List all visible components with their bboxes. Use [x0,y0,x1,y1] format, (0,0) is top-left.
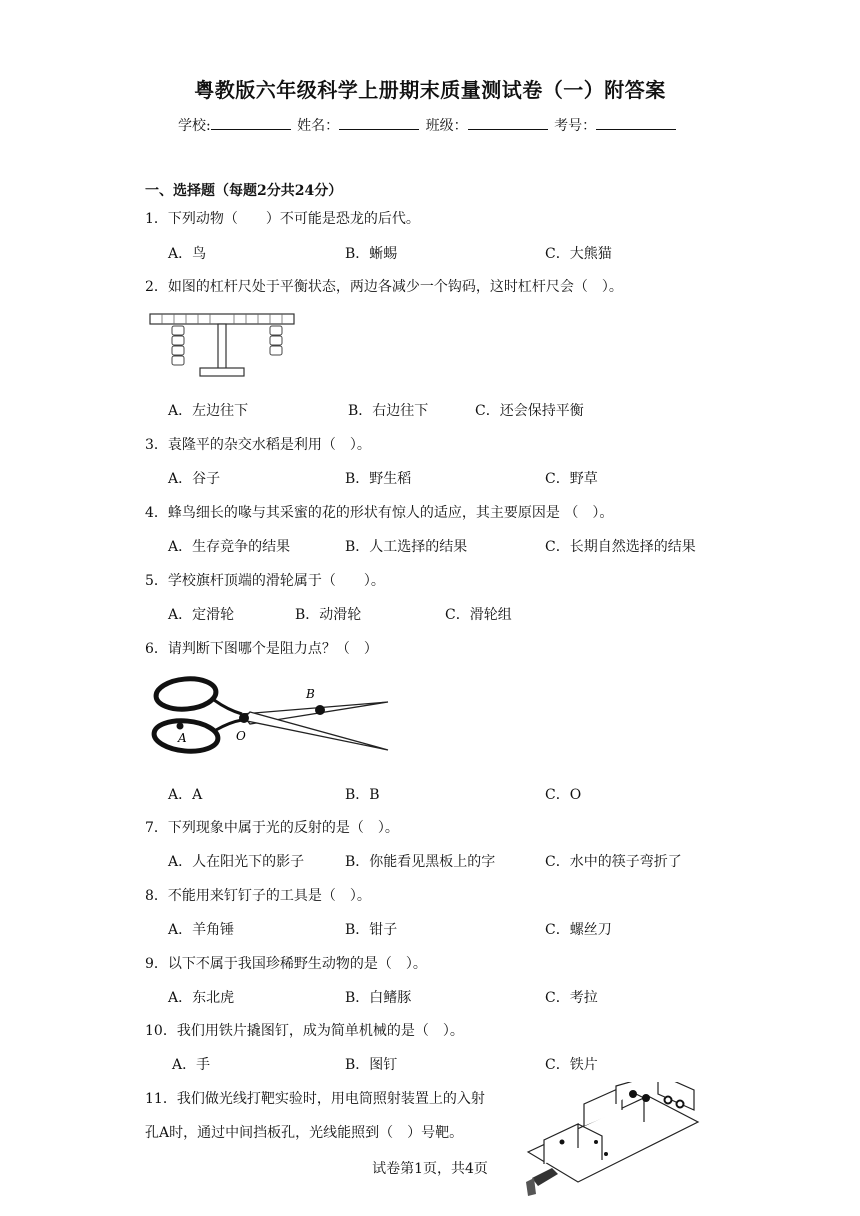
school-label: 学校: [178,118,211,134]
lever-balance-figure [148,310,298,382]
q8-option-b[interactable]: B．钳子 [345,922,398,938]
q8-option-a[interactable]: A．羊角锤 [168,922,235,938]
question-2: 2．如图的杠杆尺处于平衡状态，两边各减少一个钩码，这时杠杆尺会（ ）。 [145,279,623,295]
q1-option-c[interactable]: C．大熊猫 [545,246,612,262]
q1-option-b[interactable]: B．蜥蜴 [345,246,398,262]
page-footer: 试卷第1页，共4页 [372,1161,488,1177]
section-title: 一、选择题（每题2分共24分） [145,183,343,199]
question-11-line2: 孔A时，通过中间挡板孔，光线能照到（ ）号靶。 [145,1125,464,1141]
q6-option-a[interactable]: A．A [168,787,203,803]
scissors-figure [150,672,395,764]
light-target-apparatus-figure [518,1082,703,1200]
q3-option-a[interactable]: A．谷子 [168,471,221,487]
student-info-row [178,115,678,135]
q9-option-c[interactable]: C．考拉 [545,990,598,1006]
q9-option-b[interactable]: B．白鳍豚 [345,990,412,1006]
q4-option-b[interactable]: B．人工选择的结果 [345,539,468,555]
question-6: 6．请判断下图哪个是阻力点？（ ） [145,641,378,657]
scissors-label-b: B [306,687,315,701]
q5-option-b[interactable]: B．动滑轮 [295,607,362,623]
question-1: 1．下列动物（ ）不可能是恐龙的后代。 [145,211,420,227]
question-8: 8．不能用来钉钉子的工具是（ ）。 [145,888,371,904]
q6-option-c[interactable]: C．O [545,787,582,803]
question-11-line1: 11．我们做光线打靶实验时，用电筒照射装置上的入射 [145,1091,485,1107]
q2-option-b[interactable]: B．右边往下 [348,403,429,419]
scissors-label-a: A [178,731,187,745]
q7-option-a[interactable]: A．人在阳光下的影子 [168,854,305,870]
number-label: 考号： [554,118,597,134]
q7-option-c[interactable]: C．水中的筷子弯折了 [545,854,682,870]
q2-option-a[interactable]: A．左边往下 [168,403,249,419]
name-label: 姓名： [297,118,340,134]
q9-option-a[interactable]: A．东北虎 [168,990,235,1006]
question-3: 3．袁隆平的杂交水稻是利用（ ）。 [145,437,371,453]
q10-option-c[interactable]: C．铁片 [545,1057,598,1073]
q5-option-c[interactable]: C．滑轮组 [445,607,512,623]
school-blank[interactable] [211,115,291,130]
q10-option-b[interactable]: B．图钉 [345,1057,398,1073]
q1-option-a[interactable]: A．鸟 [168,246,207,262]
class-label: 班级： [425,118,468,134]
q5-option-a[interactable]: A．定滑轮 [168,607,235,623]
question-9: 9．以下不属于我国珍稀野生动物的是（ ）。 [145,956,427,972]
q2-option-c[interactable]: C．还会保持平衡 [475,403,584,419]
question-7: 7．下列现象中属于光的反射的是（ ）。 [145,820,399,836]
q10-option-a[interactable]: A．手 [172,1057,211,1073]
exam-title: 粤教版六年级科学上册期末质量测试卷（一）附答案 [194,78,666,102]
q7-option-b[interactable]: B．你能看见黑板上的字 [345,854,496,870]
q8-option-c[interactable]: C．螺丝刀 [545,922,612,938]
class-blank[interactable] [468,115,548,130]
question-10: 10．我们用铁片撬图钉，成为简单机械的是（ ）。 [145,1023,464,1039]
q3-option-b[interactable]: B．野生稻 [345,471,412,487]
q3-option-c[interactable]: C．野草 [545,471,598,487]
q4-option-a[interactable]: A．生存竞争的结果 [168,539,291,555]
name-blank[interactable] [339,115,419,130]
q4-option-c[interactable]: C．长期自然选择的结果 [545,539,696,555]
number-blank[interactable] [596,115,676,130]
q6-option-b[interactable]: B．B [345,787,380,803]
question-5: 5．学校旗杆顶端的滑轮属于（ ）。 [145,573,385,589]
scissors-label-o: O [236,729,246,743]
question-4: 4．蜂鸟细长的喙与其采蜜的花的形状有惊人的适应，其主要原因是 （ ）。 [145,505,614,521]
